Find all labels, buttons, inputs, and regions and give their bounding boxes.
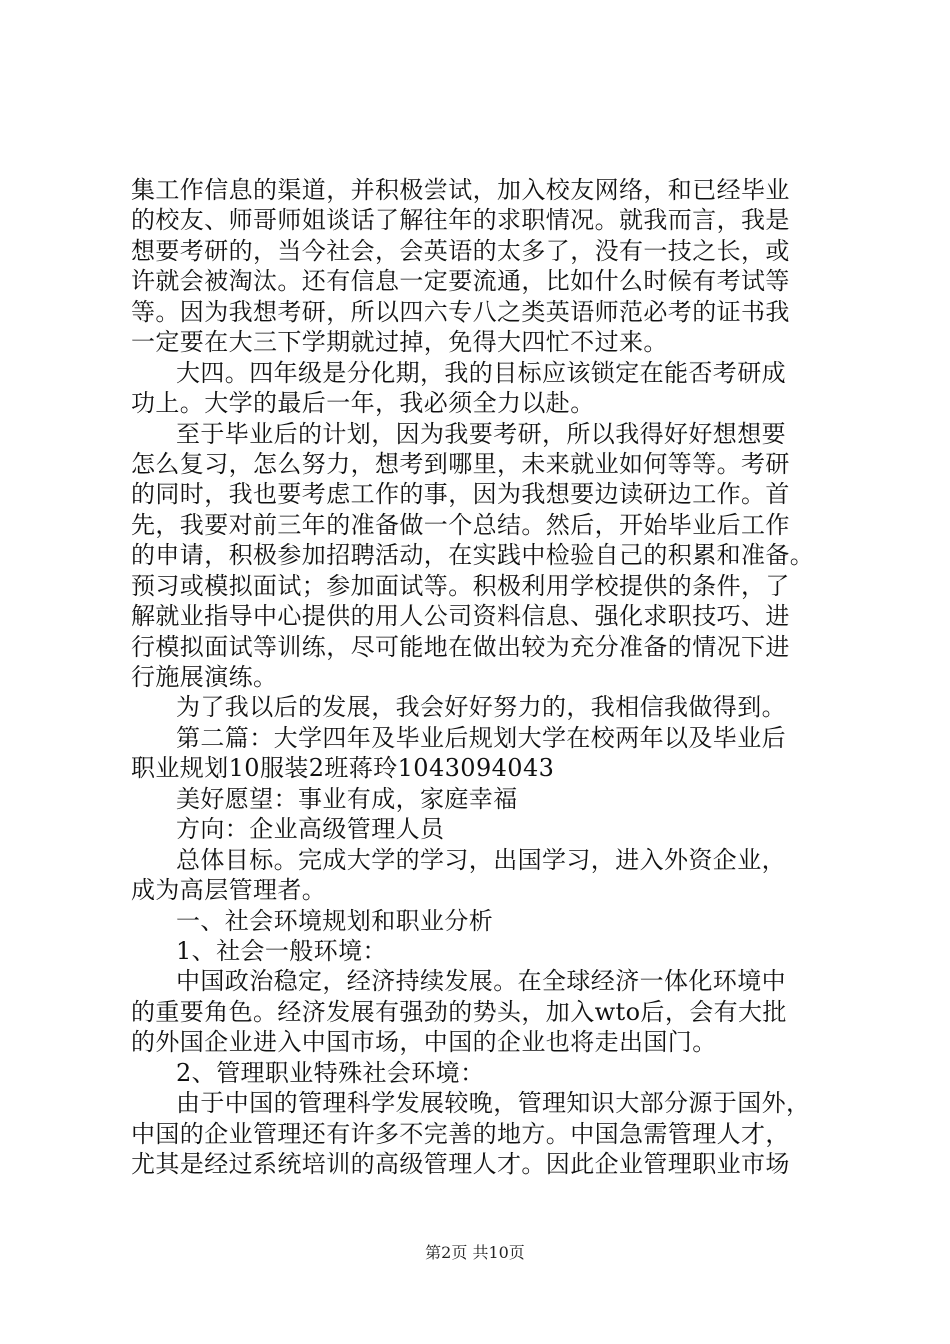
text-line: 的重要角色。经济发展有强劲的势头，加入wto后，会有大批 [131, 997, 787, 1026]
text-line: 的同时，我也要考虑工作的事，因为我想要边读研边工作。首 [131, 480, 790, 509]
text-line: 一定要在大三下学期就过掉，免得大四忙不过来。 [131, 328, 668, 357]
text-line: 美好愿望：事业有成，家庭幸福 [176, 784, 518, 813]
text-line: 许就会被淘汰。还有信息一定要流通，比如什么时候有考试等 [131, 267, 790, 296]
text-line: 职业规划10服装2班蒋玲1043094043 [131, 754, 555, 783]
text-line: 的外国企业进入中国市场，中国的企业也将走出国门。 [131, 1028, 717, 1057]
text-line: 一、社会环境规划和职业分析 [176, 906, 494, 935]
text-line: 1、社会一般环境： [176, 936, 387, 965]
text-line: 等。因为我想考研，所以四六专八之类英语师范必考的证书我 [131, 297, 790, 326]
text-line: 为了我以后的发展，我会好好努力的，我相信我做得到。 [176, 693, 786, 722]
text-line: 集工作信息的渠道，并积极尝试，加入校友网络，和已经毕业 [131, 176, 790, 204]
text-line: 2、管理职业特殊社会环境： [176, 1058, 485, 1087]
text-line: 方向：企业高级管理人员 [176, 815, 445, 844]
text-line: 想要考研的，当今社会，会英语的太多了，没有一技之长，或 [131, 236, 790, 265]
page-footer: 第2页 共10页 [425, 1243, 525, 1262]
text-line: 大四。四年级是分化期，我的目标应该锁定在能否考研成 [176, 358, 786, 387]
text-line: 中国的企业管理还有许多不完善的地方。中国急需管理人才， [131, 1119, 790, 1148]
text-line: 尤其是经过系统培训的高级管理人才。因此企业管理职业市场 [131, 1150, 790, 1178]
text-line: 行施展演练。 [131, 663, 278, 691]
text-line: 第二篇：大学四年及毕业后规划大学在校两年以及毕业后 [176, 723, 786, 752]
text-line: 总体目标。完成大学的学习，出国学习，进入外资企业， [176, 845, 786, 874]
text-line: 的校友、师哥师姐谈话了解往年的求职情况。就我而言，我是 [131, 206, 790, 235]
text-line: 成为高层管理者。 [131, 876, 327, 905]
document-body [131, 175, 831, 1179]
text-line: 怎么复习，怎么努力，想考到哪里，未来就业如何等等。考研 [131, 449, 790, 478]
text-line: 预习或模拟面试；参加面试等。积极利用学校提供的条件，了 [131, 571, 790, 600]
text-line: 至于毕业后的计划，因为我要考研，所以我得好好想想要 [176, 419, 786, 448]
text-line: 由于中国的管理科学发展较晚，管理知识大部分源于国外， [176, 1089, 811, 1118]
text-line: 行模拟面试等训练，尽可能地在做出较为充分准备的情况下进 [131, 632, 790, 661]
text-line: 先，我要对前三年的准备做一个总结。然后，开始毕业后工作 [131, 510, 790, 539]
text-line: 的申请，积极参加招聘活动，在实践中检验自己的积累和准备。 [131, 541, 815, 570]
text-line: 功上。大学的最后一年，我必须全力以赴。 [131, 389, 595, 418]
text-line: 解就业指导中心提供的用人公司资料信息、强化求职技巧、进 [131, 602, 790, 631]
text-line: 中国政治稳定，经济持续发展。在全球经济一体化环境中 [176, 967, 786, 996]
